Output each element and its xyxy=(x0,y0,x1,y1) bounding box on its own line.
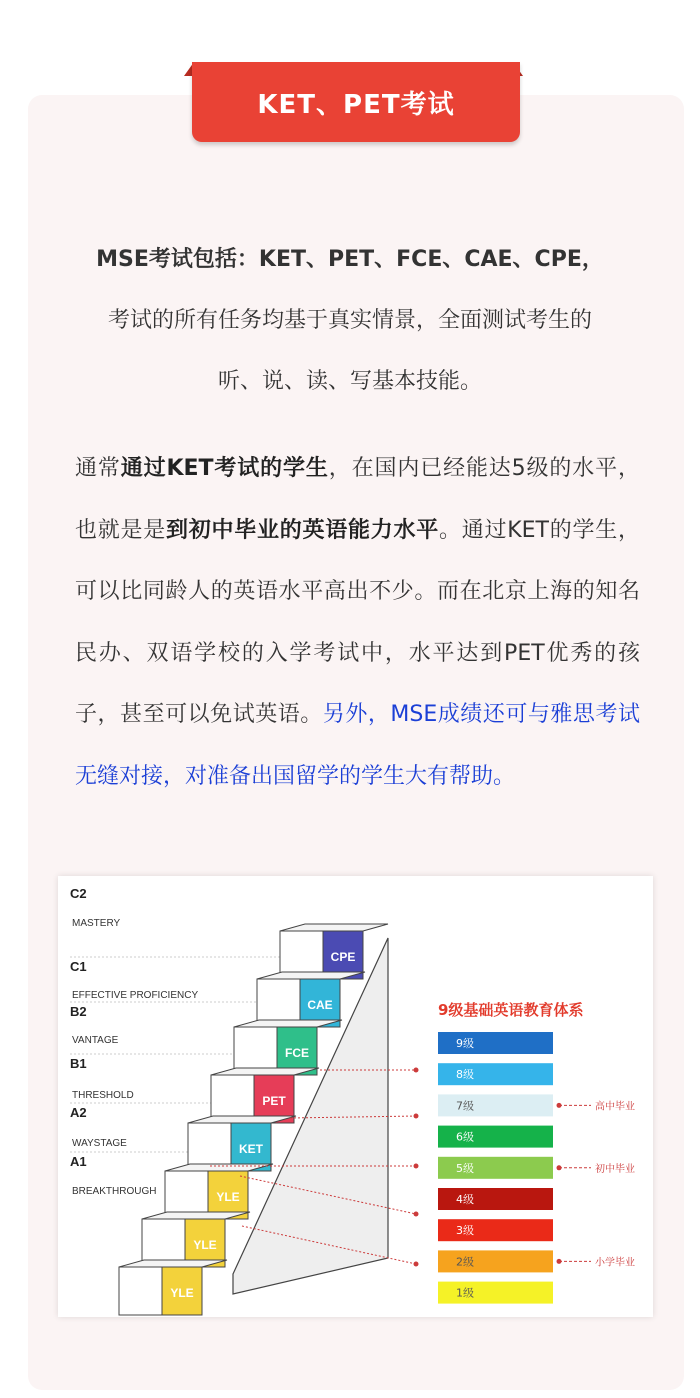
step-label: PET xyxy=(262,1094,286,1108)
connector-dot xyxy=(414,1114,419,1119)
milestone-label: 高中毕业 xyxy=(595,1101,635,1113)
level-label: 3级 xyxy=(456,1224,474,1238)
connector-dot xyxy=(414,1212,419,1217)
level-label: 4级 xyxy=(456,1193,474,1206)
level-label: 7级 xyxy=(456,1099,474,1113)
step-label: CPE xyxy=(330,950,356,964)
exam-levels-figure xyxy=(58,876,653,1317)
level-label: 5级 xyxy=(456,1161,474,1175)
milestone-dot xyxy=(557,1103,562,1108)
system-title: 9级基础英语教育体系 xyxy=(438,1001,584,1019)
cefr-code-b1: B1 xyxy=(70,1056,87,1071)
section-title-banner xyxy=(192,62,520,142)
cefr-code-c2: C2 xyxy=(70,886,87,901)
level-label: 2级 xyxy=(456,1255,474,1269)
body-paragraph xyxy=(75,438,640,807)
step-label: YLE xyxy=(170,1286,194,1300)
cefr-name-b2: VANTAGE xyxy=(72,1035,119,1046)
para-bold-2: 到初中毕业的英语能力水平 xyxy=(166,517,439,543)
figure-svg xyxy=(58,876,653,1317)
intro-prefix: MSE考试包括： xyxy=(96,247,259,272)
level-label: 8级 xyxy=(456,1068,474,1082)
milestone-label: 小学毕业 xyxy=(595,1257,635,1269)
step-label: KET xyxy=(239,1142,263,1156)
section-title: KET、PET考试 xyxy=(257,89,455,120)
para-highlight: 另外，MSE成绩还可与雅思考试无缝对接，对准备出国留学的学生大有帮助。 xyxy=(75,702,640,789)
intro-line-3: 听、说、读、写基本技能。 xyxy=(217,369,482,394)
cefr-name-a2: WAYSTAGE xyxy=(72,1138,127,1149)
para-text-1: 通常 xyxy=(75,456,121,481)
step-label: CAE xyxy=(307,998,333,1012)
connector-dot xyxy=(414,1164,419,1169)
level-label: 6级 xyxy=(456,1130,474,1144)
stair-riser-left xyxy=(119,1267,162,1315)
cefr-code-a1: A1 xyxy=(70,1154,87,1169)
para-text-3: 。通过KET的学生，可以比同龄人的英语水平高出不少。而在北京上海的知名民办、双语学校的入学考试中，水平达到PET优秀的孩子，甚至可以免试英语。 xyxy=(75,517,640,727)
cefr-name-b1: THRESHOLD xyxy=(72,1090,134,1101)
step-label: FCE xyxy=(285,1046,309,1060)
milestone-dot xyxy=(557,1259,562,1264)
cefr-name-c2: MASTERY xyxy=(72,918,121,929)
stair-tread xyxy=(280,924,388,931)
connector-dot xyxy=(414,1262,419,1267)
intro-line-2: 考试的所有任务均基于真实情景，全面测试考生的 xyxy=(107,308,592,333)
intro-line-1 xyxy=(40,229,660,290)
intro-text xyxy=(40,229,660,412)
step-label: YLE xyxy=(193,1238,217,1252)
level-label: 1级 xyxy=(456,1286,474,1300)
para-text-2: ，在国内已经能达5级的水平，也就是是 xyxy=(75,456,640,543)
intro-exam-list: KET、PET、FCE、CAE、CPE， xyxy=(258,247,604,272)
cefr-code-c1: C1 xyxy=(70,959,87,974)
cefr-name-a1: BREAKTHROUGH xyxy=(72,1186,157,1197)
connector-dot xyxy=(414,1068,419,1073)
level-label: 9级 xyxy=(456,1037,474,1050)
cefr-code-a2: A2 xyxy=(70,1105,87,1120)
cefr-code-b2: B2 xyxy=(70,1004,87,1019)
para-bold-1: 通过KET考试的学生 xyxy=(120,456,329,481)
cefr-name-c1: EFFECTIVE PROFICIENCY xyxy=(72,990,199,1001)
milestone-label: 初中毕业 xyxy=(595,1163,635,1175)
step-label: YLE xyxy=(216,1190,240,1204)
milestone-dot xyxy=(557,1165,562,1170)
